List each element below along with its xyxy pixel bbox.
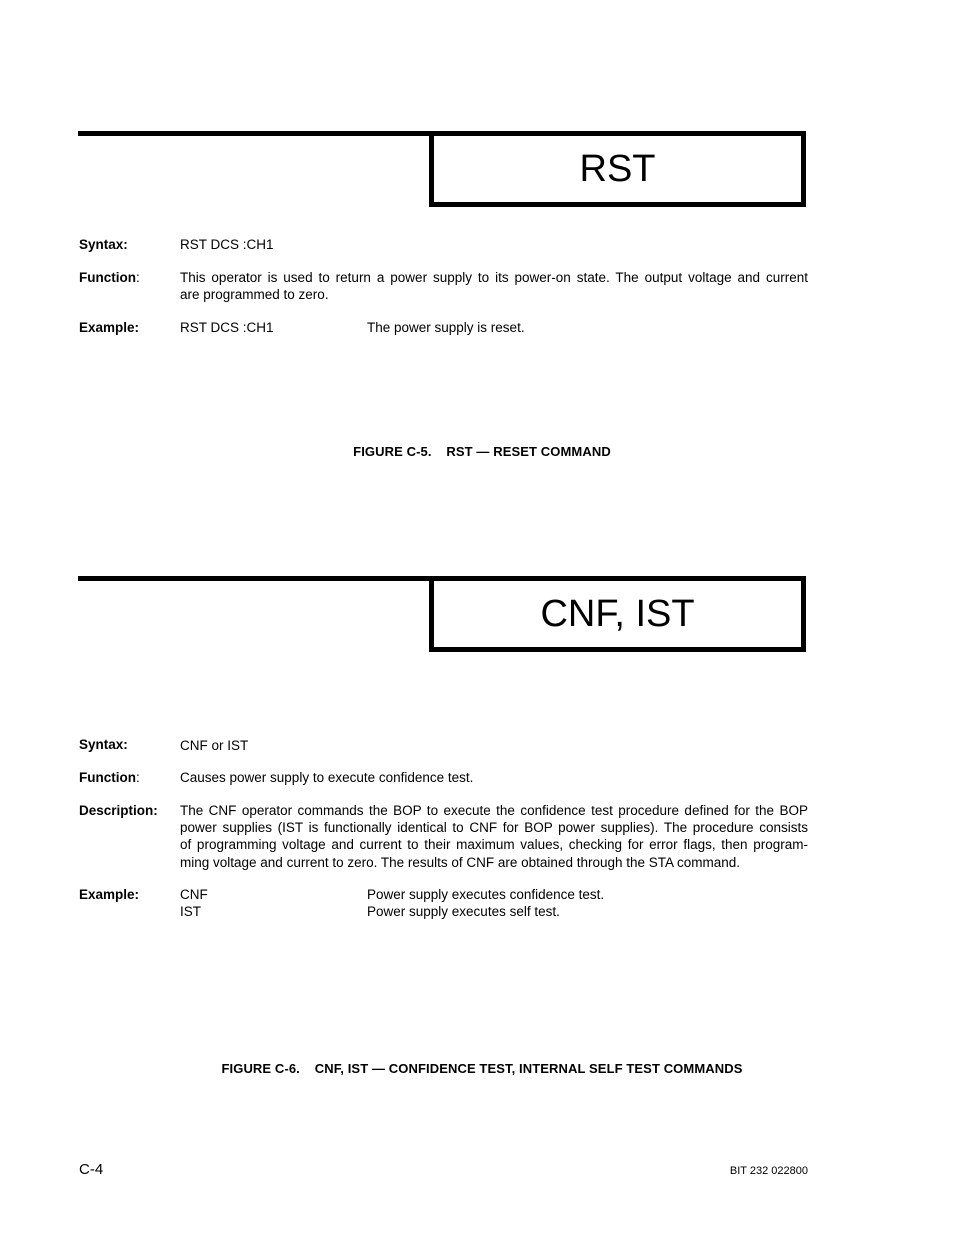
rst-function-line: This operator is used to return a power supply to its power-on state. The output voltage and current — [180, 270, 808, 285]
cnf-description-line: of programming voltage and current to their maximum values, checking for error flags, then program- — [180, 837, 808, 853]
cnf-description-line: ming voltage and current to zero. The results of CNF are obtained through the STA command. — [180, 854, 741, 870]
cnf-title-box — [429, 581, 806, 652]
cnf-function-label — [79, 769, 140, 786]
rst-title: RST — [579, 147, 656, 190]
rst-example-label: Example: — [79, 320, 140, 335]
figure-caption-c5: FIGURE C-5. RST — RESET COMMAND — [353, 444, 611, 459]
cnf-example-comment: Power supply executes confidence test. — [367, 887, 605, 902]
cnf-title: CNF, IST — [540, 592, 695, 635]
rst-function-colon: : — [136, 270, 140, 285]
ist-example-comment: Power supply executes self test. — [367, 904, 560, 919]
cnf-description-text — [180, 802, 808, 871]
cnf-description-line: The CNF operator commands the BOP to execute the confidence test procedure defined for the BOP — [180, 803, 808, 818]
rst-function-text — [180, 269, 808, 303]
cnf-function-colon: : — [136, 770, 140, 785]
rst-function-line: are programmed to zero. — [180, 287, 329, 303]
rst-example-command: RST DCS :CH1 — [180, 320, 274, 335]
page-number: C-4 — [79, 1161, 104, 1178]
rst-syntax-value: RST DCS :CH1 — [180, 237, 274, 252]
figure-caption-c6: FIGURE C-6. CNF, IST — CONFIDENCE TEST, INTERNAL SELF TEST COMMANDS — [221, 1061, 743, 1076]
cnf-description-line: power supplies (IST is functionally identical to CNF for BOP power supplies). The procedure consists — [180, 820, 808, 836]
cnf-function-label-text: Function — [79, 770, 136, 785]
cnf-function-value: Causes power supply to execute confidence test. — [180, 770, 474, 785]
cnf-example-command: CNF — [180, 887, 208, 902]
ist-example-command: IST — [180, 904, 202, 919]
rst-function-label — [79, 269, 140, 286]
rst-function-label-text: Function — [79, 270, 136, 285]
cnf-syntax-value: CNF or IST — [180, 738, 249, 753]
rst-syntax-label: Syntax: — [79, 237, 128, 252]
rst-title-box — [429, 136, 806, 207]
cnf-example-label: Example: — [79, 887, 140, 902]
rst-example-comment: The power supply is reset. — [367, 320, 525, 335]
cnf-description-label: Description: — [79, 803, 158, 818]
document-id: BIT 232 022800 — [729, 1165, 808, 1177]
cnf-syntax-label: Syntax: — [79, 737, 128, 752]
